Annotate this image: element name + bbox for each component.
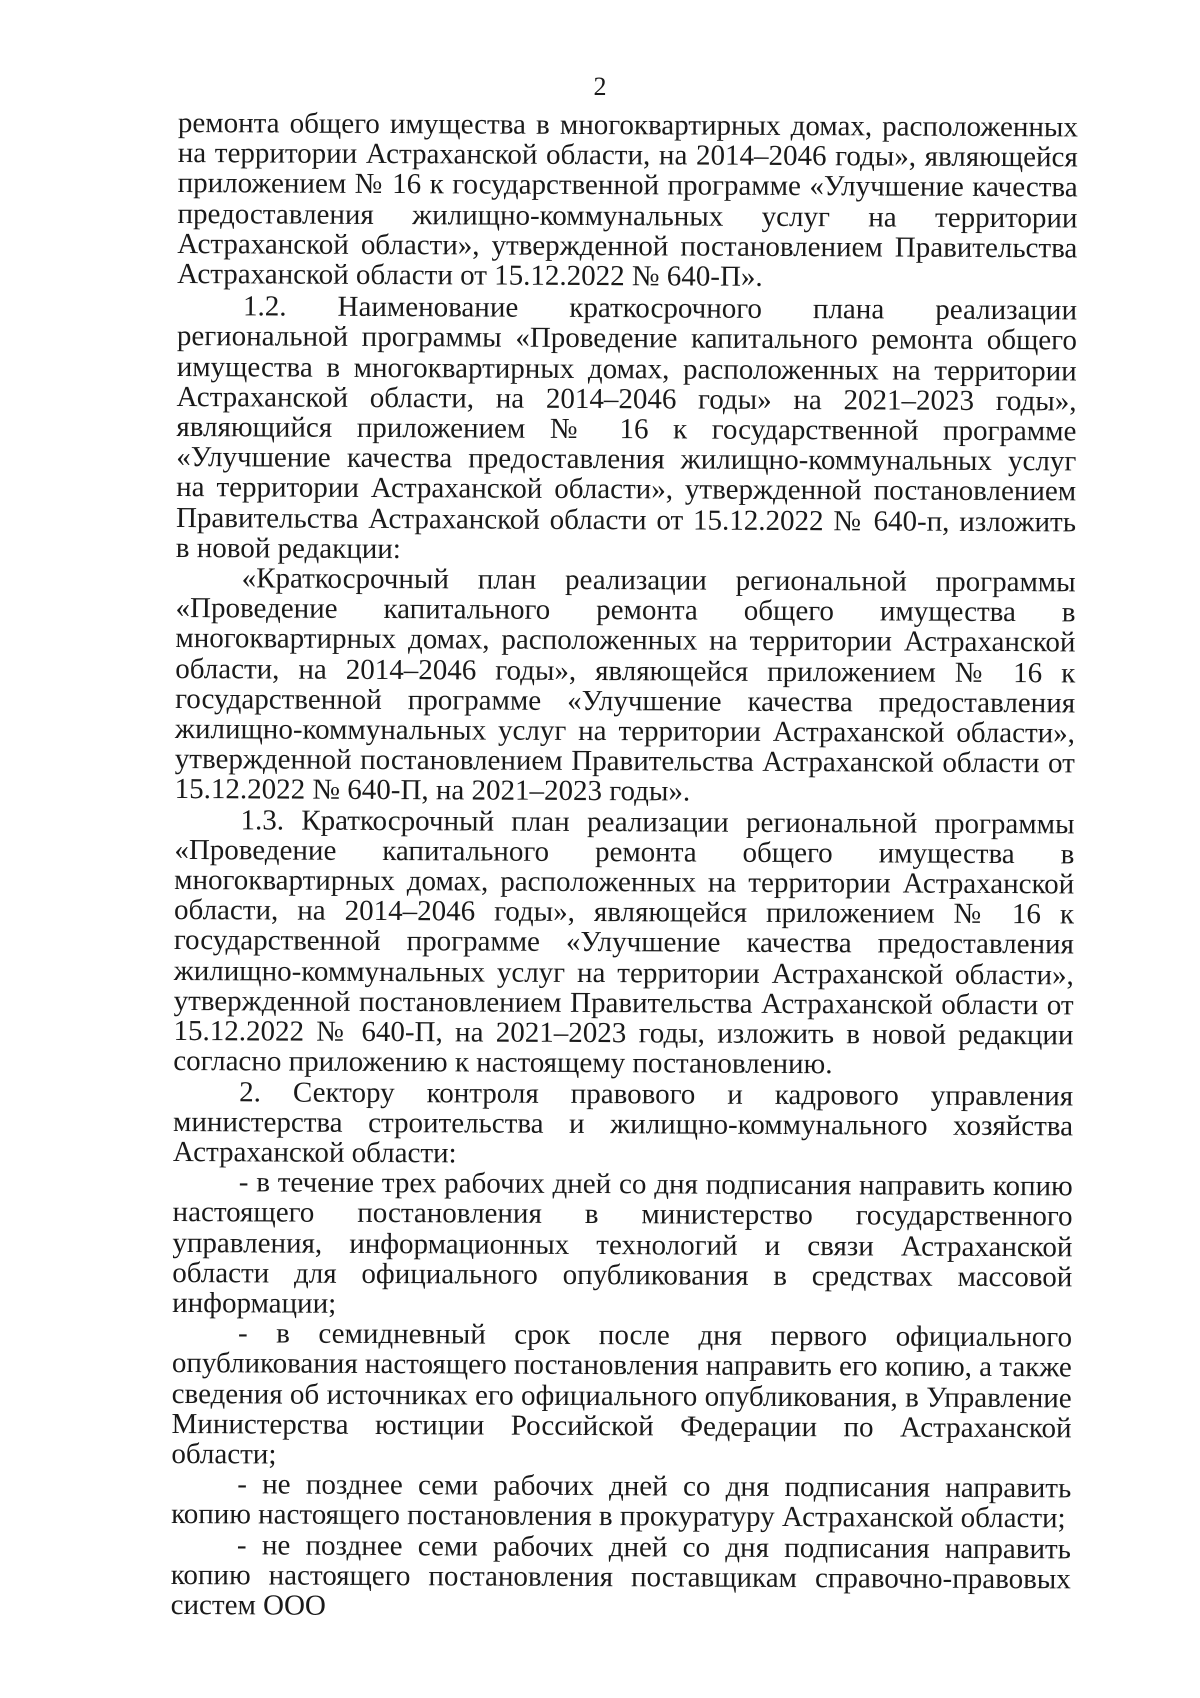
page-number: 2 [593,72,607,101]
paragraph-continuation: ремонта общего имущества в многоквартирных домах, расположенных на территории Астраханской области, на 2014–2046 годы», являющейся приложением № 16 к государственной программе «Улучшение качества предоставления жилищно-коммунальных услуг на территории Астраханской области», утвержденной постановлением Правительства Астраханской области от 15.12.2022 № 640-П». [177,107,1078,293]
paragraph-quoted-title: «Краткосрочный план реализации региональной программы «Проведение капитального ремонта общего имущества в многоквартирных домах, расположенных на территории Астраханской области, на 2014–2046 годы», являющейся приложением № 16 к государственной программе «Улучшение качества предоставления жилищно-коммунальных услуг на территории Астраханской области», утвержденной постановлением Правительства Астраханской области от 15.12.2022 № 640-П, на 2021–2023 годы». [174,562,1076,808]
list-item-legal-systems: - не позднее семи рабочих дней со дня подписания направить копию настоящего постановления поставщикам справочно-правовых систем ООО [170,1528,1072,1622]
list-item-prosecutor: - не позднее семи рабочих дней со дня подписания направить копию настоящего постановления в прокуратуру Астраханской области; [171,1468,1072,1535]
list-item-justice-ministry: - в семидневный срок после дня первого официального опубликования настоящего постановления направить его копию, а также сведения об источниках его официального опубликования, в Управление Министерства юстиции Российской Федерации по Астраханской области; [171,1317,1073,1471]
paragraph-2: 2. Сектору контроля правового и кадрового управления министерства строительства и жилищно-коммунального хозяйства Астраханской области: [172,1075,1074,1170]
list-item-publication-copy: - в течение трех рабочих дней со дня подписания направить копию настоящего постановления в министерство государственного управления, информационных технологий и связи Астраханской области для официального опубликования в средствах массовой информации; [172,1166,1073,1320]
paragraph-1-2: 1.2. Наименование краткосрочного плана реализации региональной программы «Проведение капитального ремонта общего имущества в многоквартирных домах, расположенных на территории Астраханской области, на 2014–2046 годы» на 2021–2023 годы», являющийся приложением № 16 к государственной программе «Улучшение качества предоставления жилищно-коммунальных услуг на территории Астраханской области», утвержденной постановлением Правительства Астраханской области от 15.12.2022 № 640-п, изложить в новой редакции: [175,290,1078,565]
document-body [171,108,1078,1625]
paragraph-1-3: 1.3. Краткосрочный план реализации региональной программы «Проведение капитального ремонта общего имущества в многоквартирных домах, расположенных на территории Астраханской области, на 2014–2046 годы», являющейся приложением № 16 к государственной программе «Улучшение качества предоставления жилищно-коммунальных услуг на территории Астраханской области», утвержденной постановлением Правительства Астраханской области от 15.12.2022 № 640-П, на 2021–2023 годы, изложить в новой редакции согласно приложению к настоящему постановлению. [173,803,1075,1081]
